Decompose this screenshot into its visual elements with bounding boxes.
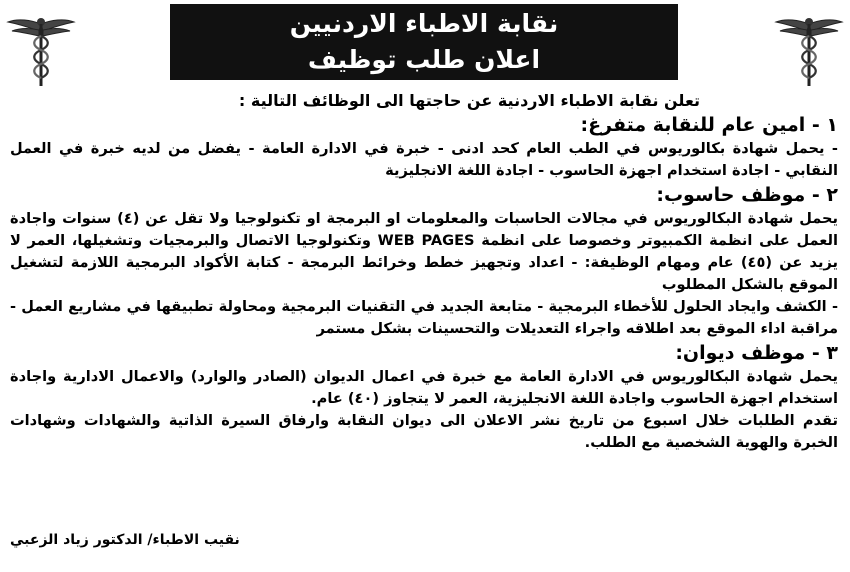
section-general-secretary xyxy=(10,112,838,182)
caduceus-icon xyxy=(6,14,76,88)
section-computer-employee xyxy=(10,182,838,340)
header-banner xyxy=(170,4,678,80)
section-paragraph: تقدم الطلبات خلال اسبوع من تاريخ نشر الاعلان الى ديوان النقابة وارفاق السيرة الذاتية والشهادات وشهادات الخبرة والهوية الشخصية مع الطلب. xyxy=(10,412,838,451)
caduceus-icon xyxy=(774,14,844,88)
section-office-employee xyxy=(10,340,838,454)
section-paragraph: يحمل شهادة البكالوريوس في الادارة العامة مع خبرة في اعمال الديوان (الصادر والوارد) والاعمال الادارية واجادة استخدام اجهزة الحاسوب واجادة اللغة الانجليزية، العمر لا يتجاوز (٤٠) عام. xyxy=(10,368,838,407)
section-paragraph: - يحمل شهادة بكالوريوس في الطب العام كحد ادنى - خبرة في الادارة العامة - يفضل من لديه خبرة في العمل النقابي - اجادة استخدام اجهزة الحاسوب - اجادة اللغة الانجليزية xyxy=(10,140,838,179)
intro-text: تعلن نقابة الاطباء الاردنية عن حاجتها الى الوظائف التالية : xyxy=(238,91,700,110)
section-title: ٢ - موظف حاسوب: xyxy=(656,184,838,206)
ad-body xyxy=(10,90,838,454)
section-paragraph: يحمل شهادة البكالوريوس في مجالات الحاسبات والمعلومات او البرمجة او تكنولوجيا ولا تقل عن (٤) سنوات واجادة العمل على انظمة الكمبيوتر وخصوصا على انظمة WEB PAGES وتكنولوجيا الاتصال والبرمجيات وتشغيلها، العمر لا يزيد عن (٤٥) عام ومهام الوظيفة: - اعداد وتجهيز خطط وخرائط البرمجة - كتابة الأكواد البرمجية اللازمة لتشغيل الموقع بالشكل المطلوب xyxy=(10,210,838,293)
section-title: ٣ - موظف ديوان: xyxy=(675,342,838,364)
signature: نقيب الاطباء/ الدكتور زياد الزعبي xyxy=(10,532,240,548)
ad-title: اعلان طلب توظيف xyxy=(307,45,541,74)
section-title: ١ - امين عام للنقابة متفرغ: xyxy=(580,114,838,136)
organization-title: نقابة الاطباء الاردنيين xyxy=(289,9,559,38)
section-paragraph: - الكشف وايجاد الحلول للأخطاء البرمجية - متابعة الجديد في التقنيات البرمجية ومحاولة تطبيقها في مشاريع العمل - مراقبة اداء الموقع بعد اطلاقه واجراء التعديلات والتحسينات بشكل مستمر xyxy=(10,298,838,337)
